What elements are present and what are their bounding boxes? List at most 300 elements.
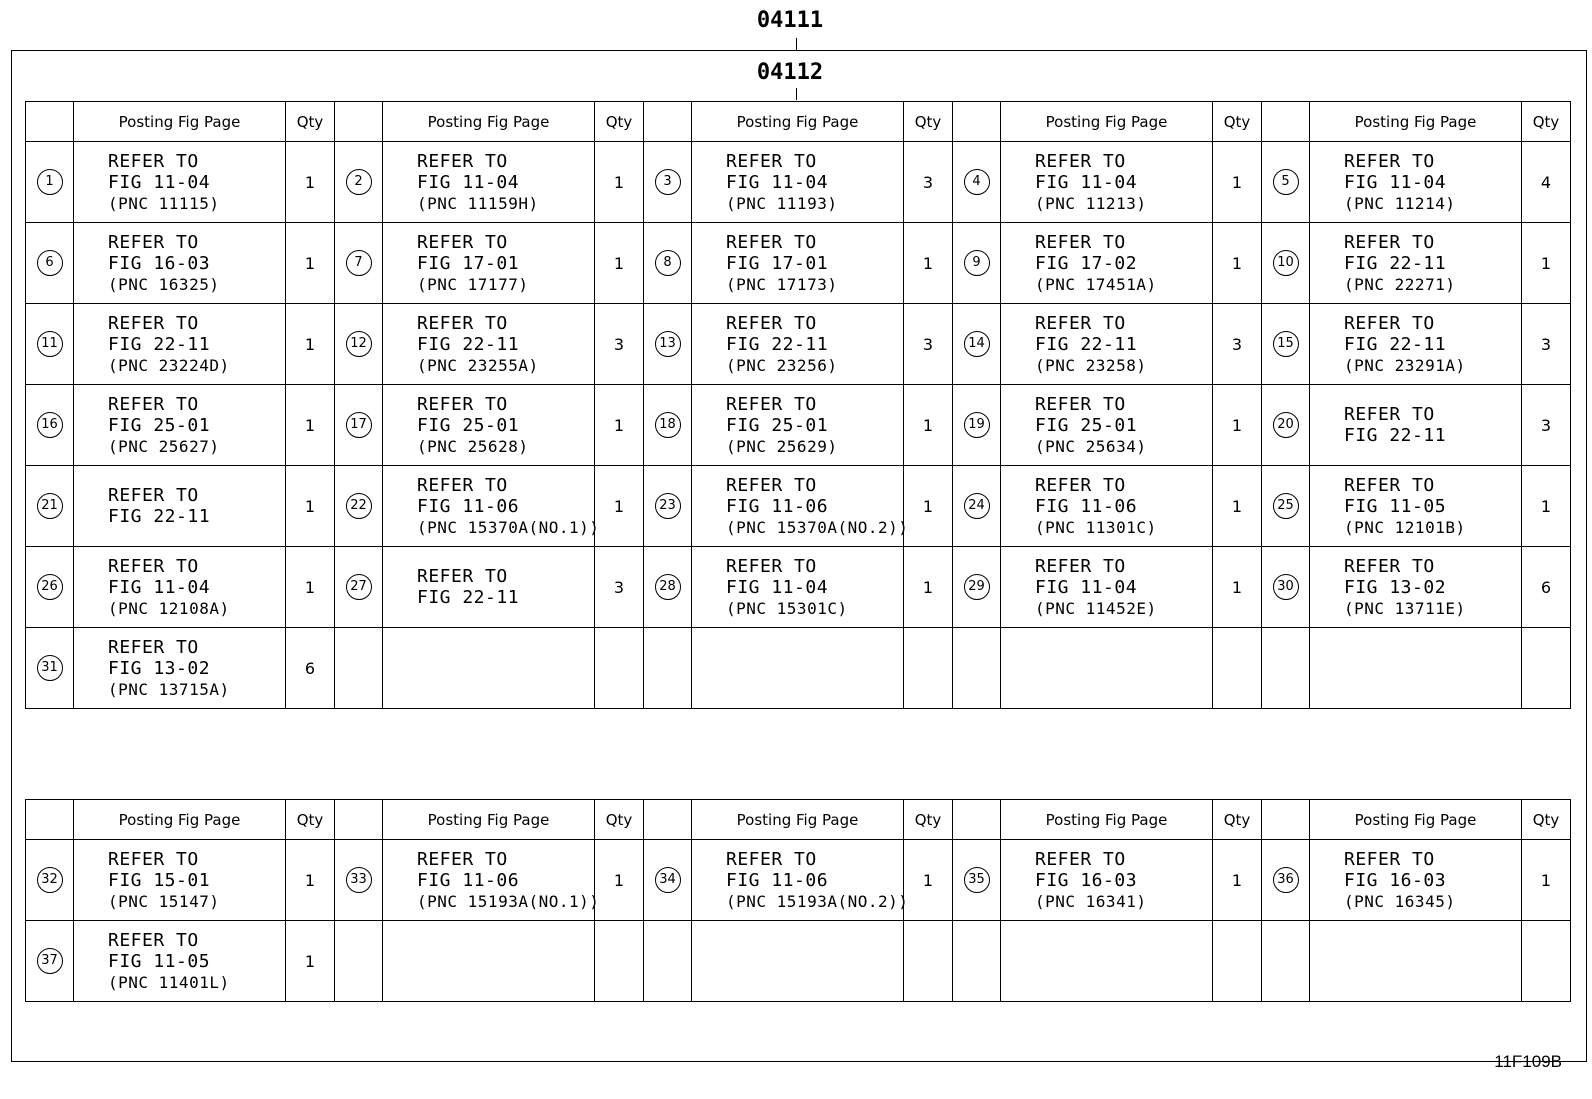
item-key-number: 6 bbox=[37, 250, 63, 276]
key-cell bbox=[1262, 223, 1310, 304]
reference-line: FIG 25-01 bbox=[417, 414, 520, 436]
reference-line: REFER TO bbox=[417, 848, 508, 870]
qty-cell bbox=[1213, 628, 1262, 709]
reference-line: FIG 22-11 bbox=[417, 587, 520, 608]
reference-line: (PNC 23224D) bbox=[108, 355, 230, 375]
key-column-header bbox=[26, 800, 74, 840]
reference-line: REFER TO bbox=[108, 848, 199, 870]
reference-line: REFER TO bbox=[1344, 848, 1435, 870]
reference-line: REFER TO bbox=[1344, 312, 1435, 334]
reference-line: (PNC 25628) bbox=[417, 436, 529, 456]
qty-cell bbox=[595, 921, 644, 1002]
reference-line: FIG 22-11 bbox=[108, 333, 211, 355]
key-column-header bbox=[26, 102, 74, 142]
posting-cell bbox=[1001, 385, 1213, 466]
posting-cell bbox=[383, 547, 595, 628]
posting-cell bbox=[383, 223, 595, 304]
posting-column-header: Posting Fig Page bbox=[692, 800, 904, 840]
reference-line: REFER TO bbox=[726, 312, 817, 334]
reference-line: FIG 22-11 bbox=[1035, 333, 1138, 355]
qty-cell: 1 bbox=[1522, 466, 1571, 547]
item-key-number: 34 bbox=[655, 867, 681, 893]
reference-line: FIG 13-02 bbox=[108, 657, 211, 679]
key-cell bbox=[644, 921, 692, 1002]
posting-cell bbox=[692, 547, 904, 628]
posting-column-header: Posting Fig Page bbox=[383, 800, 595, 840]
item-key-number: 17 bbox=[346, 412, 372, 438]
key-cell bbox=[953, 921, 1001, 1002]
qty-cell: 4 bbox=[1522, 142, 1571, 223]
qty-cell: 1 bbox=[286, 385, 335, 466]
reference-line: REFER TO bbox=[726, 848, 817, 870]
key-cell bbox=[335, 921, 383, 1002]
sub-assembly-code: 04112 bbox=[756, 60, 824, 85]
posting-cell bbox=[74, 304, 286, 385]
sub-assembly-leader-line bbox=[796, 88, 797, 100]
reference-line: FIG 22-11 bbox=[1344, 333, 1447, 355]
key-cell bbox=[335, 628, 383, 709]
key-cell bbox=[953, 628, 1001, 709]
qty-cell: 1 bbox=[1213, 142, 1262, 223]
reference-line: REFER TO bbox=[1035, 231, 1126, 253]
qty-cell: 3 bbox=[1522, 385, 1571, 466]
posting-column-header: Posting Fig Page bbox=[1001, 800, 1213, 840]
reference-line: FIG 11-06 bbox=[726, 495, 829, 517]
key-cell bbox=[1262, 547, 1310, 628]
reference-line: REFER TO bbox=[1344, 474, 1435, 496]
key-cell bbox=[335, 223, 383, 304]
reference-line: (PNC 12108A) bbox=[108, 598, 230, 618]
posting-cell bbox=[1310, 385, 1522, 466]
reference-line: REFER TO bbox=[1035, 150, 1126, 172]
posting-cell bbox=[1310, 840, 1522, 921]
posting-table-1 bbox=[25, 101, 1571, 709]
reference-line: REFER TO bbox=[108, 485, 199, 506]
key-cell bbox=[26, 223, 74, 304]
key-cell bbox=[1262, 628, 1310, 709]
reference-line: (PNC 16325) bbox=[108, 274, 220, 294]
reference-line: FIG 16-03 bbox=[1035, 869, 1138, 891]
posting-cell bbox=[1310, 921, 1522, 1002]
qty-cell: 6 bbox=[1522, 547, 1571, 628]
qty-cell bbox=[904, 628, 953, 709]
table-row bbox=[26, 628, 1571, 709]
posting-cell bbox=[1001, 466, 1213, 547]
reference-line: (PNC 15370A(NO.2)) bbox=[726, 517, 909, 537]
qty-cell: 1 bbox=[286, 547, 335, 628]
posting-cell bbox=[1001, 628, 1213, 709]
qty-column-header: Qty bbox=[286, 102, 335, 142]
qty-cell: 1 bbox=[904, 840, 953, 921]
reference-line: FIG 25-01 bbox=[1035, 414, 1138, 436]
reference-line: REFER TO bbox=[1035, 474, 1126, 496]
posting-cell bbox=[1310, 628, 1522, 709]
reference-line: FIG 11-04 bbox=[726, 576, 829, 598]
reference-line: FIG 15-01 bbox=[108, 869, 211, 891]
item-key-number: 18 bbox=[655, 412, 681, 438]
key-cell bbox=[644, 628, 692, 709]
reference-line: FIG 11-04 bbox=[726, 171, 829, 193]
key-cell bbox=[953, 840, 1001, 921]
posting-cell bbox=[1001, 840, 1213, 921]
key-cell bbox=[953, 466, 1001, 547]
item-key-number: 20 bbox=[1273, 412, 1299, 438]
posting-column-header: Posting Fig Page bbox=[383, 102, 595, 142]
reference-line: (PNC 23291A) bbox=[1344, 355, 1466, 375]
reference-line: (PNC 25627) bbox=[108, 436, 220, 456]
qty-cell: 1 bbox=[286, 223, 335, 304]
posting-cell bbox=[1001, 304, 1213, 385]
key-column-header bbox=[335, 800, 383, 840]
assembly-leader-line bbox=[796, 38, 797, 50]
reference-line: (PNC 15193A(NO.2)) bbox=[726, 891, 909, 911]
reference-line: (PNC 23255A) bbox=[417, 355, 539, 375]
item-key-number: 9 bbox=[964, 250, 990, 276]
qty-column-header: Qty bbox=[1213, 800, 1262, 840]
reference-line: (PNC 16341) bbox=[1035, 891, 1147, 911]
posting-cell bbox=[692, 628, 904, 709]
qty-cell: 3 bbox=[904, 142, 953, 223]
item-key-number: 26 bbox=[37, 574, 63, 600]
reference-line: REFER TO bbox=[1344, 231, 1435, 253]
reference-line: FIG 25-01 bbox=[726, 414, 829, 436]
item-key-number: 21 bbox=[37, 493, 63, 519]
reference-line: FIG 11-06 bbox=[726, 869, 829, 891]
posting-cell bbox=[74, 223, 286, 304]
reference-line: (PNC 25629) bbox=[726, 436, 838, 456]
key-cell bbox=[26, 304, 74, 385]
table-row bbox=[26, 921, 1571, 1002]
qty-cell: 1 bbox=[1213, 385, 1262, 466]
item-key-number: 14 bbox=[964, 331, 990, 357]
reference-line: FIG 11-04 bbox=[108, 171, 211, 193]
reference-line: FIG 22-11 bbox=[1344, 252, 1447, 274]
qty-cell: 1 bbox=[286, 304, 335, 385]
key-cell bbox=[335, 304, 383, 385]
posting-table-2 bbox=[25, 799, 1571, 1002]
reference-line: (PNC 12101B) bbox=[1344, 517, 1466, 537]
reference-line: REFER TO bbox=[726, 393, 817, 415]
key-cell bbox=[1262, 921, 1310, 1002]
reference-line: (PNC 13715A) bbox=[108, 679, 230, 699]
key-cell bbox=[26, 921, 74, 1002]
posting-cell bbox=[1001, 547, 1213, 628]
reference-line: FIG 16-03 bbox=[1344, 869, 1447, 891]
reference-line: (PNC 16345) bbox=[1344, 891, 1456, 911]
key-cell bbox=[1262, 466, 1310, 547]
reference-line: REFER TO bbox=[108, 636, 199, 658]
posting-column-header: Posting Fig Page bbox=[1001, 102, 1213, 142]
qty-column-header: Qty bbox=[1522, 800, 1571, 840]
reference-line: FIG 25-01 bbox=[108, 414, 211, 436]
reference-line: (PNC 11301C) bbox=[1035, 517, 1157, 537]
key-column-header bbox=[335, 102, 383, 142]
reference-line: FIG 17-01 bbox=[417, 252, 520, 274]
table-body bbox=[26, 840, 1571, 1002]
key-column-header bbox=[1262, 800, 1310, 840]
item-key-number: 15 bbox=[1273, 331, 1299, 357]
reference-line: REFER TO bbox=[1344, 150, 1435, 172]
qty-cell: 1 bbox=[595, 385, 644, 466]
qty-cell: 1 bbox=[595, 466, 644, 547]
item-key-number: 13 bbox=[655, 331, 681, 357]
reference-line: REFER TO bbox=[1035, 393, 1126, 415]
posting-cell bbox=[1001, 142, 1213, 223]
item-key-number: 27 bbox=[346, 574, 372, 600]
reference-line: REFER TO bbox=[1344, 404, 1435, 425]
reference-line: REFER TO bbox=[417, 312, 508, 334]
qty-cell: 3 bbox=[904, 304, 953, 385]
table-header-row bbox=[26, 102, 1571, 142]
item-key-number: 5 bbox=[1273, 169, 1299, 195]
reference-line: REFER TO bbox=[108, 231, 199, 253]
reference-line: (PNC 13711E) bbox=[1344, 598, 1466, 618]
qty-cell bbox=[904, 921, 953, 1002]
key-cell bbox=[1262, 840, 1310, 921]
qty-cell: 3 bbox=[1522, 304, 1571, 385]
item-key-number: 16 bbox=[37, 412, 63, 438]
reference-line: FIG 11-06 bbox=[417, 495, 520, 517]
key-column-header bbox=[1262, 102, 1310, 142]
qty-cell: 3 bbox=[595, 304, 644, 385]
posting-cell bbox=[383, 466, 600, 547]
qty-cell: 1 bbox=[904, 385, 953, 466]
reference-line: FIG 17-02 bbox=[1035, 252, 1138, 274]
key-cell bbox=[953, 142, 1001, 223]
reference-line: FIG 17-01 bbox=[726, 252, 829, 274]
posting-cell bbox=[383, 142, 595, 223]
key-cell bbox=[26, 385, 74, 466]
qty-cell: 1 bbox=[1522, 223, 1571, 304]
table-row bbox=[26, 466, 1571, 547]
key-cell bbox=[953, 223, 1001, 304]
table-body bbox=[26, 142, 1571, 709]
reference-line: REFER TO bbox=[417, 474, 508, 496]
item-key-number: 4 bbox=[964, 169, 990, 195]
key-cell bbox=[644, 142, 692, 223]
key-cell bbox=[644, 840, 692, 921]
reference-line: REFER TO bbox=[1035, 848, 1126, 870]
qty-cell: 1 bbox=[286, 840, 335, 921]
reference-line: REFER TO bbox=[726, 555, 817, 577]
reference-line: REFER TO bbox=[726, 474, 817, 496]
reference-line: FIG 22-11 bbox=[108, 506, 211, 527]
key-cell bbox=[953, 547, 1001, 628]
reference-line: REFER TO bbox=[108, 555, 199, 577]
reference-line: (PNC 17451A) bbox=[1035, 274, 1157, 294]
table-row bbox=[26, 304, 1571, 385]
reference-line: FIG 11-04 bbox=[1035, 171, 1138, 193]
key-cell bbox=[26, 466, 74, 547]
reference-line: (PNC 11401L) bbox=[108, 972, 230, 992]
item-key-number: 25 bbox=[1273, 493, 1299, 519]
posting-cell bbox=[1001, 921, 1213, 1002]
qty-cell: 3 bbox=[1213, 304, 1262, 385]
assembly-code: 04111 bbox=[756, 8, 824, 33]
item-key-number: 37 bbox=[37, 948, 63, 974]
qty-cell: 1 bbox=[595, 840, 644, 921]
qty-cell: 1 bbox=[286, 466, 335, 547]
item-key-number: 36 bbox=[1273, 867, 1299, 893]
key-column-header bbox=[953, 800, 1001, 840]
posting-cell bbox=[692, 304, 904, 385]
key-cell bbox=[1262, 385, 1310, 466]
reference-line: (PNC 11214) bbox=[1344, 193, 1456, 213]
key-cell bbox=[1262, 304, 1310, 385]
key-cell bbox=[644, 385, 692, 466]
posting-cell bbox=[74, 547, 286, 628]
reference-line: FIG 22-11 bbox=[417, 333, 520, 355]
qty-cell: 1 bbox=[1213, 223, 1262, 304]
qty-cell: 1 bbox=[595, 223, 644, 304]
reference-line: (PNC 22271) bbox=[1344, 274, 1456, 294]
qty-cell: 1 bbox=[904, 547, 953, 628]
reference-line: REFER TO bbox=[1035, 555, 1126, 577]
key-cell bbox=[335, 142, 383, 223]
reference-line: FIG 11-06 bbox=[1035, 495, 1138, 517]
qty-cell: 1 bbox=[1213, 547, 1262, 628]
posting-column-header: Posting Fig Page bbox=[1310, 800, 1522, 840]
reference-line: FIG 11-05 bbox=[108, 950, 211, 972]
qty-cell bbox=[1213, 921, 1262, 1002]
posting-cell bbox=[1310, 466, 1522, 547]
qty-column-header: Qty bbox=[1213, 102, 1262, 142]
posting-cell bbox=[74, 142, 286, 223]
reference-line: REFER TO bbox=[1344, 555, 1435, 577]
posting-cell bbox=[74, 921, 286, 1002]
table-header-row bbox=[26, 800, 1571, 840]
key-cell bbox=[953, 304, 1001, 385]
item-key-number: 19 bbox=[964, 412, 990, 438]
posting-cell bbox=[383, 840, 600, 921]
table-row bbox=[26, 840, 1571, 921]
reference-line: (PNC 11115) bbox=[108, 193, 220, 213]
reference-line: (PNC 23258) bbox=[1035, 355, 1147, 375]
reference-line: FIG 11-04 bbox=[1344, 171, 1447, 193]
qty-column-header: Qty bbox=[904, 102, 953, 142]
item-key-number: 30 bbox=[1273, 574, 1299, 600]
posting-cell bbox=[692, 466, 909, 547]
table-row bbox=[26, 547, 1571, 628]
reference-line: FIG 16-03 bbox=[108, 252, 211, 274]
key-cell bbox=[644, 466, 692, 547]
posting-column-header: Posting Fig Page bbox=[1310, 102, 1522, 142]
item-key-number: 32 bbox=[37, 867, 63, 893]
posting-cell bbox=[692, 385, 904, 466]
key-cell bbox=[335, 840, 383, 921]
item-key-number: 33 bbox=[346, 867, 372, 893]
qty-cell: 1 bbox=[1213, 466, 1262, 547]
posting-cell bbox=[383, 628, 595, 709]
item-key-number: 7 bbox=[346, 250, 372, 276]
posting-cell bbox=[74, 385, 286, 466]
reference-line: (PNC 15301C) bbox=[726, 598, 848, 618]
reference-line: (PNC 17177) bbox=[417, 274, 529, 294]
key-column-header bbox=[644, 800, 692, 840]
reference-line: (PNC 15147) bbox=[108, 891, 220, 911]
item-key-number: 11 bbox=[37, 331, 63, 357]
table-row bbox=[26, 223, 1571, 304]
posting-cell bbox=[383, 385, 595, 466]
qty-cell: 1 bbox=[286, 142, 335, 223]
reference-line: FIG 11-04 bbox=[417, 171, 520, 193]
posting-cell bbox=[74, 466, 286, 547]
posting-cell bbox=[1310, 223, 1522, 304]
reference-line: (PNC 11159H) bbox=[417, 193, 539, 213]
key-column-header bbox=[644, 102, 692, 142]
table-row bbox=[26, 142, 1571, 223]
item-key-number: 10 bbox=[1273, 250, 1299, 276]
posting-cell bbox=[74, 840, 286, 921]
qty-cell bbox=[595, 628, 644, 709]
item-key-number: 31 bbox=[37, 655, 63, 681]
reference-line: (PNC 23256) bbox=[726, 355, 838, 375]
qty-column-header: Qty bbox=[595, 800, 644, 840]
qty-column-header: Qty bbox=[286, 800, 335, 840]
qty-cell: 1 bbox=[1213, 840, 1262, 921]
qty-column-header: Qty bbox=[904, 800, 953, 840]
item-key-number: 28 bbox=[655, 574, 681, 600]
reference-line: (PNC 15370A(NO.1)) bbox=[417, 517, 600, 537]
reference-line: REFER TO bbox=[108, 150, 199, 172]
reference-line: (PNC 11193) bbox=[726, 193, 838, 213]
posting-cell bbox=[383, 921, 595, 1002]
qty-cell: 1 bbox=[286, 921, 335, 1002]
key-cell bbox=[953, 385, 1001, 466]
key-cell bbox=[644, 547, 692, 628]
posting-cell bbox=[74, 628, 286, 709]
reference-line: REFER TO bbox=[108, 312, 199, 334]
item-key-number: 12 bbox=[346, 331, 372, 357]
reference-line: REFER TO bbox=[1035, 312, 1126, 334]
qty-cell: 1 bbox=[904, 223, 953, 304]
reference-line: REFER TO bbox=[417, 150, 508, 172]
posting-cell bbox=[1310, 142, 1522, 223]
qty-cell: 6 bbox=[286, 628, 335, 709]
key-cell bbox=[335, 547, 383, 628]
key-column-header bbox=[953, 102, 1001, 142]
figure-id: 11F109B bbox=[1494, 1052, 1562, 1071]
qty-cell: 1 bbox=[904, 466, 953, 547]
qty-column-header: Qty bbox=[595, 102, 644, 142]
qty-cell: 1 bbox=[1522, 840, 1571, 921]
posting-column-header: Posting Fig Page bbox=[74, 800, 286, 840]
item-key-number: 3 bbox=[655, 169, 681, 195]
reference-line: FIG 22-11 bbox=[1344, 425, 1447, 446]
reference-line: REFER TO bbox=[726, 231, 817, 253]
key-cell bbox=[644, 223, 692, 304]
key-cell bbox=[26, 840, 74, 921]
qty-cell: 1 bbox=[595, 142, 644, 223]
item-key-number: 22 bbox=[346, 493, 372, 519]
posting-cell bbox=[1310, 547, 1522, 628]
key-cell bbox=[644, 304, 692, 385]
reference-line: (PNC 11213) bbox=[1035, 193, 1147, 213]
qty-cell: 3 bbox=[595, 547, 644, 628]
reference-line: REFER TO bbox=[417, 231, 508, 253]
posting-column-header: Posting Fig Page bbox=[74, 102, 286, 142]
reference-line: REFER TO bbox=[417, 566, 508, 587]
reference-line: REFER TO bbox=[108, 393, 199, 415]
qty-cell bbox=[1522, 628, 1571, 709]
posting-cell bbox=[692, 142, 904, 223]
key-cell bbox=[335, 385, 383, 466]
key-cell bbox=[26, 628, 74, 709]
reference-line: (PNC 25634) bbox=[1035, 436, 1147, 456]
item-key-number: 8 bbox=[655, 250, 681, 276]
item-key-number: 35 bbox=[964, 867, 990, 893]
item-key-number: 2 bbox=[346, 169, 372, 195]
